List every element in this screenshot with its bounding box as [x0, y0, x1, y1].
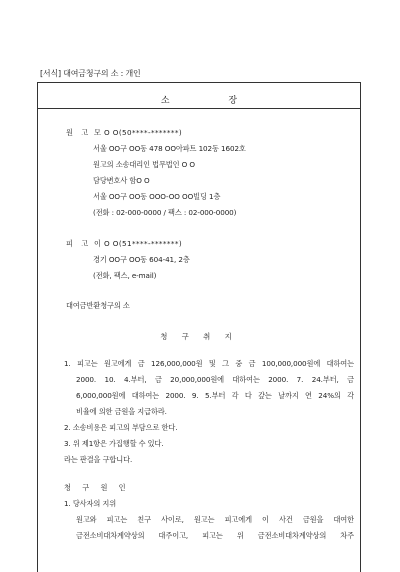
claim-item-1-line-3: 6,000,000원에 대하여는 2000. 9. 5.부터 각 다 갚는 날까지 연 24%의 각 [76, 391, 354, 400]
cause-heading: 청 구 원 인 [64, 483, 131, 492]
title-divider [38, 108, 360, 109]
plaintiff-office-address: 서울 OO구 OO동 OOO-OO OO빌딩 1층 [93, 192, 221, 201]
defendant-address: 경기 OO구 OO동 604-41, 2층 [93, 255, 190, 264]
claim-item-2: 2. 소송비용은 피고의 부담으로 한다. [64, 423, 178, 432]
defendant-name: 이 O O(51****-*******) [94, 239, 183, 248]
cause-section-1: 1. 당사자의 지위 [64, 499, 117, 508]
claim-closing: 라는 판결을 구합니다. [64, 455, 133, 464]
document-caption: [서식] 대여금청구의 소 : 개인 [40, 69, 141, 78]
claim-heading: 청 구 취 지 [160, 332, 238, 341]
plaintiff-contact: (전화 : 02-000-0000 / 팩스 : 02-000-0000) [93, 208, 237, 217]
cause-text-line-2: 금전소비대차계약상의 대주이고, 피고는 위 금전소비대차계약상의 차주 [76, 531, 354, 540]
cause-text-line-1: 원고와 피고는 친구 사이로, 원고는 피고에게 이 사건 금원을 대여한 [76, 515, 354, 524]
claim-item-1-line-2: 2000. 10. 4.부터, 금 20,000,000원에 대하여는 2000. 7. 24.부터, 금 [76, 375, 354, 384]
defendant-label: 피 고 [66, 239, 92, 248]
plaintiff-address: 서울 OO구 OO동 478 OO아파트 102동 1602호 [93, 144, 246, 153]
plaintiff-counsel: 원고의 소송대리인 법무법인 O O [93, 160, 195, 169]
case-name: 대여금반환청구의 소 [66, 301, 130, 310]
complaint-document [37, 82, 361, 572]
plaintiff-label: 원 고 [66, 128, 92, 137]
claim-item-3: 3. 위 제1항은 가집행할 수 있다. [64, 439, 164, 448]
document-title: 소 장 [160, 96, 266, 106]
claim-item-1-line-4: 비율에 의한 금원을 지급하라. [76, 407, 167, 416]
plaintiff-name: 모 O O(50****-*******) [94, 128, 183, 137]
plaintiff-attorney: 담당변호사 함O O [93, 176, 150, 185]
claim-item-1-line-1: 1. 피고는 원고에게 금 126,000,000원 및 그 중 금 100,000,000원에 대하여는 [64, 359, 354, 368]
defendant-contact: (전화, 팩스, e-mail) [93, 271, 157, 280]
